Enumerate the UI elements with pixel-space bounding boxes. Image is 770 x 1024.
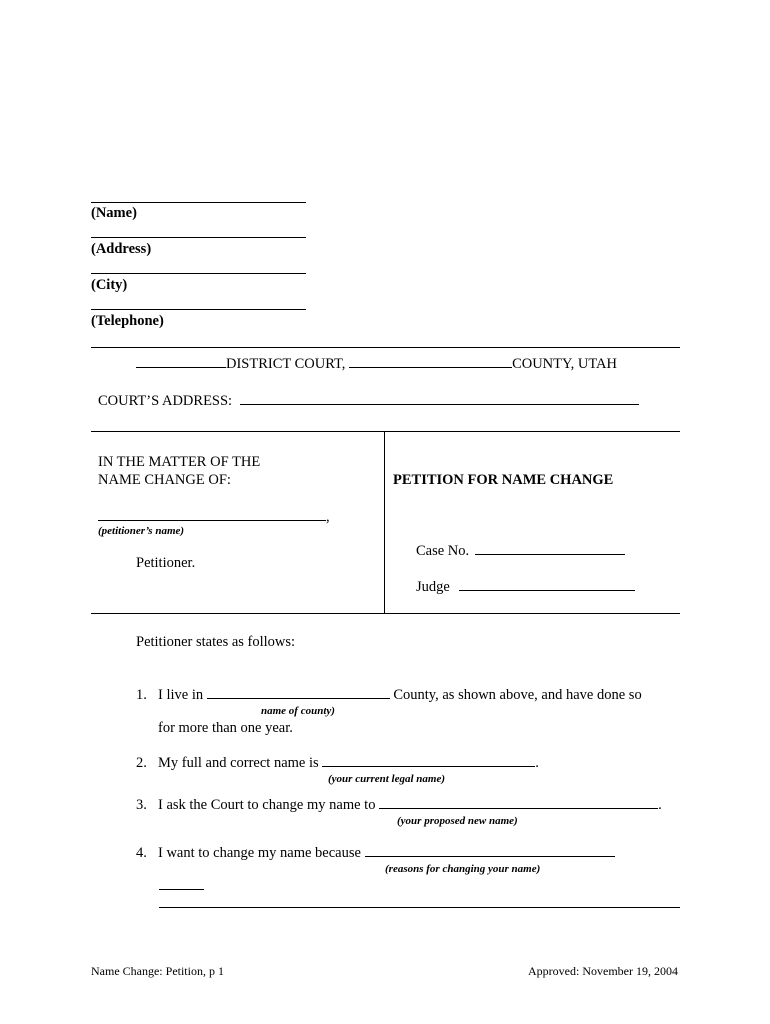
- current-name-blank[interactable]: [322, 765, 535, 767]
- list-item-3: 3. I ask the Court to change my name to .: [136, 797, 662, 813]
- name-label: (Name): [91, 205, 137, 221]
- petition-title: PETITION FOR NAME CHANGE: [393, 472, 614, 488]
- list-item-2: 2. My full and correct name is .: [136, 755, 539, 771]
- city-blank-line[interactable]: [91, 273, 306, 274]
- proposed-name-hint: (your proposed new name): [397, 815, 518, 827]
- city-label: (City): [91, 277, 128, 293]
- footer-right: Approved: November 19, 2004: [528, 964, 678, 978]
- district-blank[interactable]: [136, 366, 226, 368]
- county-name-blank[interactable]: [207, 697, 390, 699]
- reason-short-blank[interactable]: [159, 889, 204, 890]
- petitioner-name-field: ,: [98, 509, 330, 526]
- reason-hint: (reasons for changing your name): [385, 863, 541, 875]
- case-no-field: Case No.: [416, 543, 625, 560]
- petitioner-label: Petitioner.: [136, 555, 196, 571]
- matter-line-2: NAME CHANGE OF:: [98, 472, 231, 488]
- matter-line-1: IN THE MATTER OF THE: [98, 454, 261, 470]
- petitioner-name-hint: (petitioner’s name): [98, 525, 185, 537]
- name-blank-line[interactable]: [91, 202, 306, 203]
- header-rule: [91, 347, 680, 348]
- courts-address-line: COURT’S ADDRESS:: [98, 393, 639, 410]
- county-blank[interactable]: [349, 366, 512, 368]
- county-hint: name of county): [261, 705, 335, 717]
- address-label: (Address): [91, 241, 152, 257]
- list-item-4: 4. I want to change my name because: [136, 845, 615, 862]
- reason-long-blank[interactable]: [159, 907, 680, 908]
- list-item-1-continuation: for more than one year.: [158, 720, 293, 736]
- telephone-label: (Telephone): [91, 313, 164, 329]
- list-item-1: 1. I live in County, as shown above, and have done so: [136, 687, 642, 703]
- district-court-line: DISTRICT COURT, COUNTY, UTAH: [136, 356, 617, 373]
- judge-blank[interactable]: [459, 589, 635, 591]
- case-no-blank[interactable]: [475, 553, 625, 555]
- address-blank-line[interactable]: [91, 237, 306, 238]
- current-name-hint: (your current legal name): [328, 773, 446, 785]
- proposed-name-blank[interactable]: [379, 807, 658, 809]
- caption-divider: [384, 431, 385, 613]
- reason-blank[interactable]: [365, 855, 615, 857]
- intro-text: Petitioner states as follows:: [136, 634, 296, 650]
- footer-left: Name Change: Petition, p 1: [91, 964, 224, 978]
- telephone-blank-line[interactable]: [91, 309, 306, 310]
- caption-bottom-rule: [91, 613, 680, 614]
- petitioner-name-blank[interactable]: [98, 519, 326, 521]
- judge-field: Judge: [416, 579, 635, 596]
- caption-top-rule: [91, 431, 680, 432]
- courts-address-blank[interactable]: [240, 403, 639, 405]
